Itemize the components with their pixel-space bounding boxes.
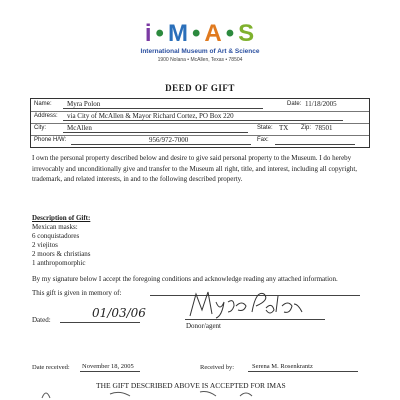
name-value: Myra Polon [67, 100, 101, 108]
transfer-statement: I own the personal property described below and desire to give said personal property to the Museum. I do hereby irrevocably and unconditionally give and transfer to the Museum all right, title, and interest, including all copyright, trademark, and related interests, in and to the following described property. [32, 154, 358, 183]
partial-signatures [20, 388, 280, 400]
acceptance-statement: THE GIFT DESCRIBED ABOVE IS ACCEPTED FOR IMAS [96, 381, 286, 390]
dated-label: Dated: [32, 316, 51, 324]
donor-info-box [30, 98, 370, 148]
logo-letter-m: M [167, 20, 189, 47]
logo-separator: • [191, 20, 202, 47]
date-value: 11/18/2005 [305, 100, 337, 108]
fax-label: Fax: [257, 137, 269, 143]
address-value: via City of McAllen & Mayor Richard Cortez, PO Box 220 [67, 112, 234, 120]
org-name: International Museum of Art & Science [140, 48, 260, 55]
state-label: State: [257, 125, 273, 131]
logo-letter-s: S [238, 20, 256, 47]
fax-underline [275, 135, 355, 145]
date-received-line [80, 371, 140, 372]
logo-separator: • [225, 20, 236, 47]
phone-value: 956/972-7000 [149, 136, 189, 144]
description-heading: Description of Gift: [32, 214, 91, 222]
org-address: 1900 Nolana • McAllen, Texas • 78504 [157, 57, 243, 63]
imas-logo [0, 22, 400, 46]
gift-item: 6 conquistadores [32, 232, 80, 240]
date-label: Date: [287, 101, 302, 107]
gift-item: Mexican masks: [32, 223, 78, 231]
donor-label: Donor/agent [186, 322, 221, 330]
city-value: McAllen [67, 124, 92, 132]
zip-value: 78501 [315, 124, 333, 132]
gift-item: 1 anthropomorphic [32, 259, 86, 267]
phone-row [31, 135, 369, 147]
name-label: Name: [34, 101, 52, 107]
donor-signature [186, 288, 306, 322]
document-title: DEED OF GIFT [165, 83, 235, 93]
memory-label: This gift is given in memory of: [32, 289, 122, 297]
gift-item: 2 moors & christians [32, 250, 91, 258]
received-by-label: Received by: [200, 364, 235, 371]
date-received-value: November 18, 2005 [82, 363, 134, 370]
phone-label: Phone H/W: [34, 137, 67, 143]
received-by-line [248, 371, 358, 372]
donor-line [185, 319, 325, 320]
dated-value: 01/03/06 [92, 306, 146, 320]
city-label: City: [34, 125, 46, 131]
date-received-label: Date received: [32, 364, 70, 371]
logo-letter-i: i [144, 20, 153, 47]
gift-item: 2 viejitos [32, 241, 58, 249]
dated-line [60, 322, 140, 323]
address-label: Address: [34, 113, 58, 119]
zip-label: Zip: [301, 125, 312, 131]
logo-separator: • [155, 20, 165, 47]
state-value: TX [279, 124, 289, 132]
logo-letter-a: A [204, 20, 223, 47]
received-by-value: Serena M. Rosenkrantz [252, 363, 313, 370]
signature-acknowledgement: By my signature below I accept the foregoing conditions and acknowledge reading any attached information. [32, 275, 338, 283]
